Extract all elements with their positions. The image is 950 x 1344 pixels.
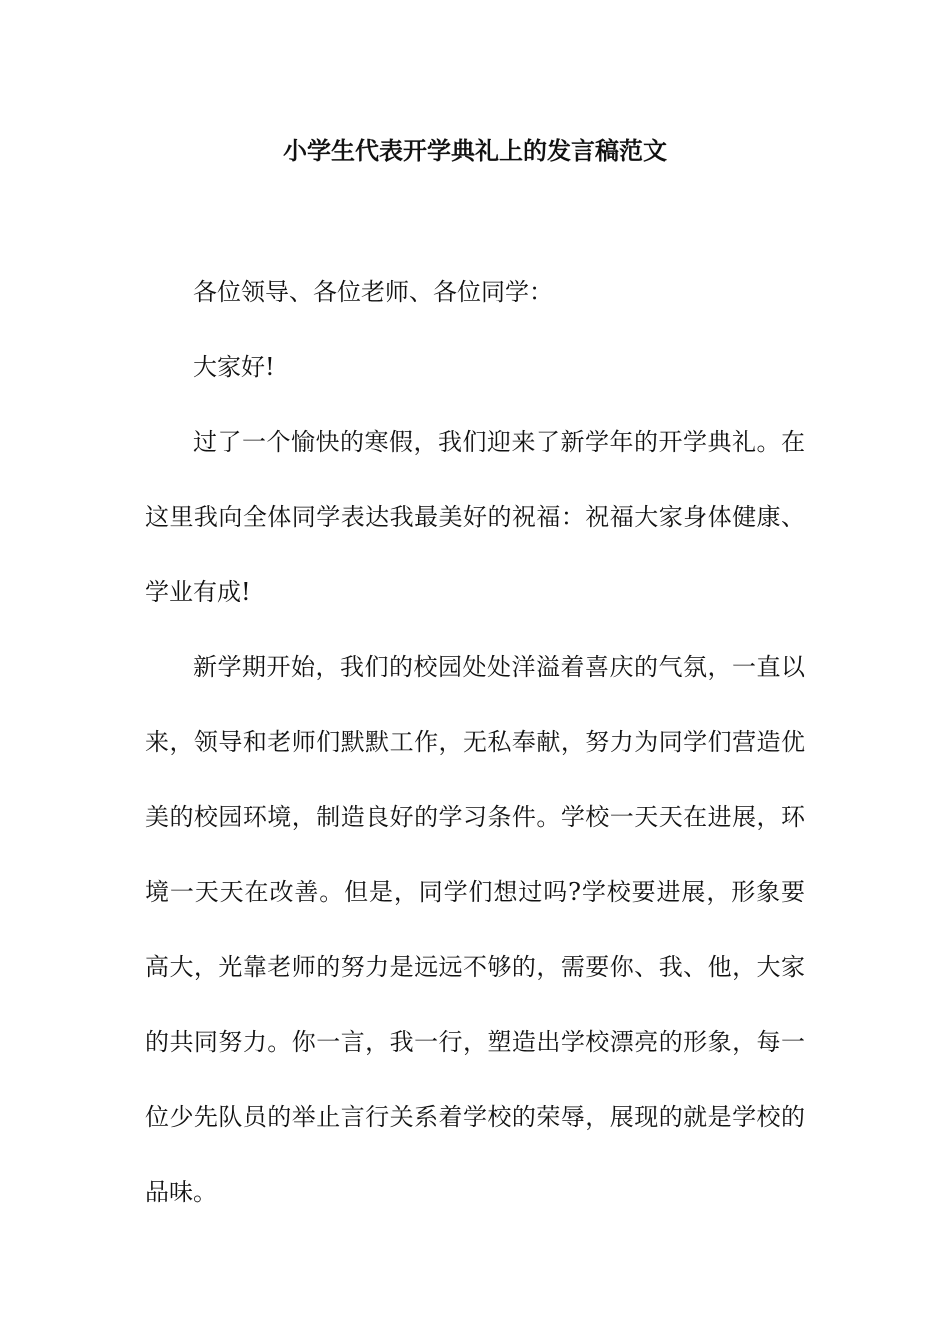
document-body <box>145 255 805 1230</box>
salutation-paragraph: 各位领导、各位老师、各位同学： <box>193 278 553 306</box>
document-title: 小学生代表开学典礼上的发言稿范文 <box>283 136 667 165</box>
body-paragraph: 过了一个愉快的寒假，我们迎来了新学年的开学典礼。在这里我向全体同学表达我最美好的祝福：祝福大家身体健康、学业有成! <box>145 428 805 606</box>
body-paragraph: 新学期开始，我们的校园处处洋溢着喜庆的气氛，一直以来，领导和老师们默默工作，无私奉献，努力为同学们营造优美的校园环境，制造良好的学习条件。学校一天天在进展，环境一天天在改善。但是，同学们想过吗?学校要进展，形象要高大，光靠老师的努力是远远不够的，需要你、我、他，大家的共同努力。你一言，我一行，塑造出学校漂亮的形象，每一位少先队员的举止言行关系着学校的荣辱，展现的就是学校的品味。 <box>145 653 805 1206</box>
greeting-paragraph: 大家好! <box>193 353 275 381</box>
